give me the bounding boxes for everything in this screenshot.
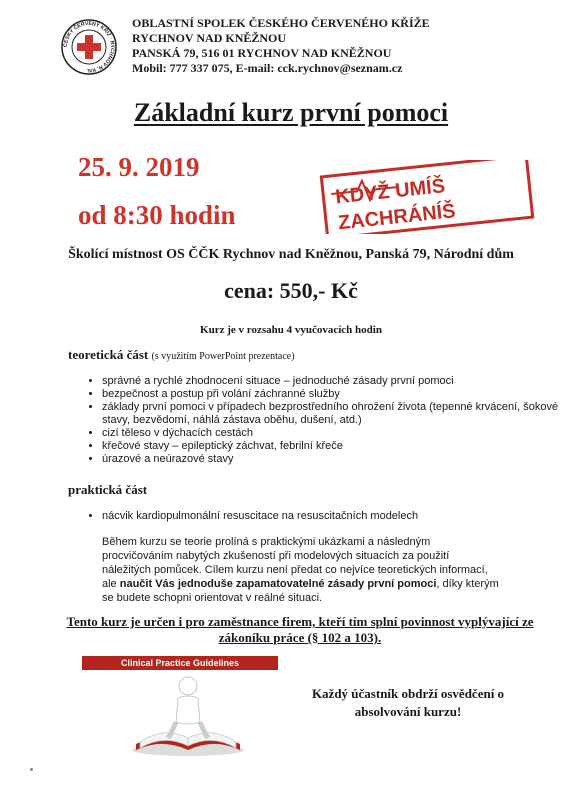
organization-address bbox=[132, 16, 430, 76]
practice-heading: praktická část bbox=[68, 482, 148, 497]
course-date: 25. 9. 2019 bbox=[78, 152, 200, 182]
course-time: od 8:30 hodin bbox=[78, 200, 236, 230]
list-item: • křečové stavy – epileptický záchvat, febrilní křeče bbox=[102, 440, 572, 453]
logo-ring-text: ČESKÝ ČERVENÝ KŘÍŽ · RYCHNOV N. KN. bbox=[62, 20, 116, 74]
description-text: Během kurzu se teorie prolíná s praktickými ukázkami a následným procvičováním nabytých zkušeností při modelových situacích za použití náležitých pomůcek. Cílem kurzu není předat co nejvíce teoretických informací, ale bbox=[102, 536, 488, 590]
org-line: PANSKÁ 79, 516 01 RYCHNOV NAD KNĚŽNOU bbox=[132, 46, 392, 60]
description-text-end: , díky kterým se budete schopni orientovat v reálné situaci. bbox=[102, 578, 499, 604]
list-item: • nácvik kardiopulmonální resuscitace na resuscitačních modelech bbox=[102, 510, 542, 523]
theory-list bbox=[70, 375, 572, 466]
course-location: Školící místnost OS ČČK Rychnov nad Kněžnou, Panská 79, Národní dům bbox=[68, 247, 514, 262]
practice-list bbox=[70, 510, 542, 523]
org-line: Mobil: 777 337 075, E-mail: cck.rychnov@seznam.cz bbox=[132, 61, 403, 75]
list-item: • cizí těleso v dýchacích cestách bbox=[102, 427, 572, 440]
description-emphasis: naučit Vás jednoduše zapamatovatelné zásady první pomoci bbox=[119, 578, 437, 590]
list-item: • správné a rychlé zhodnocení situace – jednoduché zásady první pomoci bbox=[102, 375, 572, 388]
theory-note: (s využitím PowerPoint prezentace) bbox=[151, 351, 295, 362]
certificate-notice: Každý účastník obdrží osvědčení o absolvování kurzu! bbox=[311, 686, 505, 719]
course-price: cena: 550,- Kč bbox=[224, 278, 358, 303]
page-title: Základní kurz první pomoci bbox=[133, 98, 449, 127]
stamp-line2: ZACHRÁNÍŠ bbox=[337, 200, 457, 234]
org-line: RYCHNOV NAD KNĚŽNOU bbox=[132, 31, 287, 45]
figure-reading-book-illustration bbox=[128, 672, 248, 758]
scan-speck bbox=[30, 768, 33, 771]
stamp-line1: KDYŽ UMÍŠ bbox=[334, 175, 447, 209]
theory-heading bbox=[68, 347, 295, 363]
list-item: • úrazové a neúrazové stavy bbox=[102, 453, 572, 466]
course-description bbox=[102, 535, 500, 605]
employer-notice: Tento kurz je určen i pro zaměstnance firem, kteří tím splní povinnost vyplývající ze zákoníku práce (§ 102 a 103). bbox=[66, 614, 534, 645]
kdyz-umis-zachranis-stamp bbox=[318, 160, 536, 234]
red-cross-logo bbox=[60, 18, 118, 76]
theory-heading-text: teoretická část bbox=[68, 347, 149, 362]
list-item: • základy první pomoci v případech bezprostředního ohrožení života (tepenné krvácení, šokové stavy, bezvědomí, náhlá zástava oběhu, dušení, atd.) bbox=[102, 401, 572, 427]
list-item: • bezpečnost a postup při volání záchranné služby bbox=[102, 388, 572, 401]
clinical-guidelines-banner: Clinical Practice Guidelines bbox=[82, 656, 278, 670]
course-scope: Kurz je v rozsahu 4 vyučovacích hodin bbox=[200, 324, 382, 336]
org-line: OBLASTNÍ SPOLEK ČESKÉHO ČERVENÉHO KŘÍŽE bbox=[132, 16, 430, 30]
